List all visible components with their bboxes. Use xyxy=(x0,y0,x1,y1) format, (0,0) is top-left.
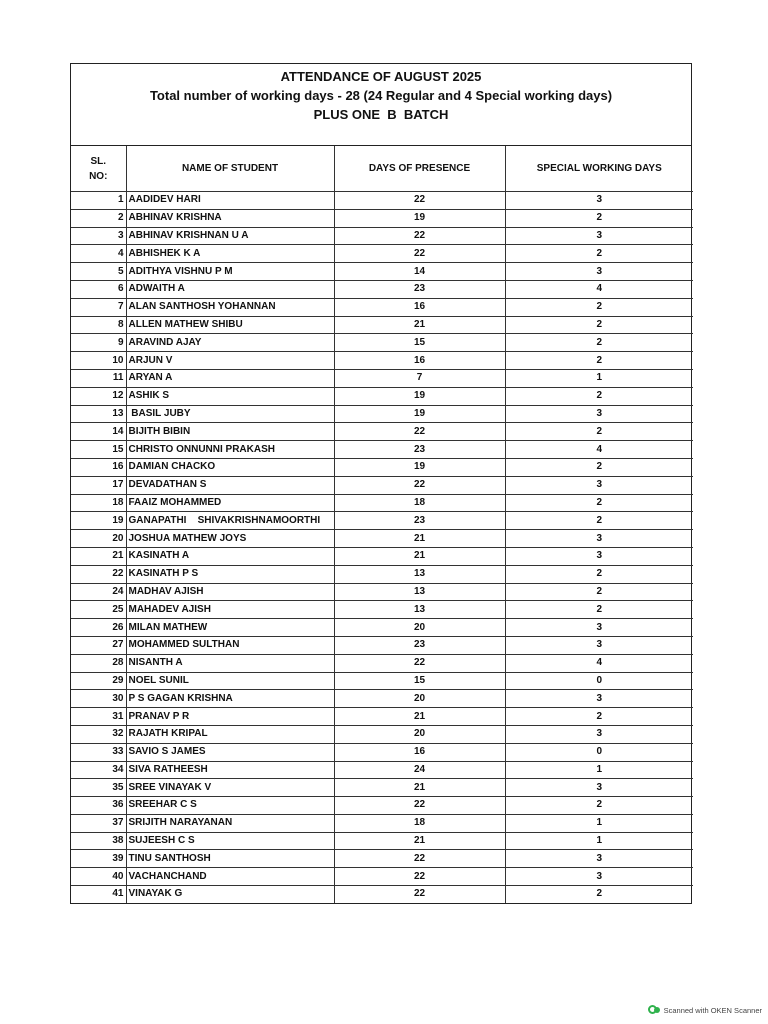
row-days-presence: 13 xyxy=(334,601,505,619)
row-sl-no: 41 xyxy=(71,886,126,903)
row-student-name: ALLEN MATHEW SHIBU xyxy=(126,316,334,334)
row-sl-no: 11 xyxy=(71,369,126,387)
row-student-name: ADWAITH A xyxy=(126,280,334,298)
row-student-name: AADIDEV HARI xyxy=(126,192,334,210)
row-student-name: JOSHUA MATHEW JOYS xyxy=(126,530,334,548)
row-special-days: 2 xyxy=(505,298,693,316)
row-sl-no: 15 xyxy=(71,441,126,459)
row-special-days: 2 xyxy=(505,886,693,903)
sheet-subtitle: Total number of working days - 28 (24 Regular and 4 Special working days) xyxy=(149,88,613,103)
row-days-presence: 20 xyxy=(334,690,505,708)
attendance-table xyxy=(71,146,693,903)
row-sl-no: 36 xyxy=(71,797,126,815)
table-row xyxy=(71,832,693,850)
row-special-days: 3 xyxy=(505,476,693,494)
row-special-days: 0 xyxy=(505,743,693,761)
table-row xyxy=(71,547,693,565)
row-student-name: SRIJITH NARAYANAN xyxy=(126,814,334,832)
row-days-presence: 22 xyxy=(334,868,505,886)
table-row xyxy=(71,850,693,868)
row-special-days: 2 xyxy=(505,601,693,619)
table-row xyxy=(71,263,693,281)
row-student-name: GANAPATHI SHIVAKRISHNAMOORTHI xyxy=(126,512,334,530)
row-special-days: 2 xyxy=(505,387,693,405)
row-sl-no: 40 xyxy=(71,868,126,886)
batch-label: PLUS ONE B BATCH xyxy=(313,107,449,122)
row-sl-no: 29 xyxy=(71,672,126,690)
row-sl-no: 7 xyxy=(71,298,126,316)
row-days-presence: 16 xyxy=(334,352,505,370)
row-sl-no: 33 xyxy=(71,743,126,761)
row-student-name: NOEL SUNIL xyxy=(126,672,334,690)
row-special-days: 3 xyxy=(505,850,693,868)
row-days-presence: 19 xyxy=(334,458,505,476)
row-special-days: 2 xyxy=(505,245,693,263)
table-row xyxy=(71,512,693,530)
row-sl-no: 2 xyxy=(71,209,126,227)
row-days-presence: 22 xyxy=(334,192,505,210)
row-special-days: 4 xyxy=(505,441,693,459)
row-sl-no: 27 xyxy=(71,636,126,654)
row-days-presence: 21 xyxy=(334,779,505,797)
table-row xyxy=(71,387,693,405)
row-days-presence: 21 xyxy=(334,708,505,726)
row-days-presence: 18 xyxy=(334,494,505,512)
row-special-days: 2 xyxy=(505,494,693,512)
table-row xyxy=(71,636,693,654)
row-student-name: ARYAN A xyxy=(126,369,334,387)
table-header-row xyxy=(71,146,693,192)
table-row xyxy=(71,530,693,548)
table-row xyxy=(71,334,693,352)
row-special-days: 4 xyxy=(505,654,693,672)
row-sl-no: 10 xyxy=(71,352,126,370)
row-student-name: KASINATH P S xyxy=(126,565,334,583)
row-student-name: ARJUN V xyxy=(126,352,334,370)
row-sl-no: 17 xyxy=(71,476,126,494)
row-student-name: ABHINAV KRISHNA xyxy=(126,209,334,227)
row-sl-no: 34 xyxy=(71,761,126,779)
row-special-days: 3 xyxy=(505,547,693,565)
table-body xyxy=(71,192,693,903)
row-days-presence: 16 xyxy=(334,298,505,316)
column-header-name: NAME OF STUDENT xyxy=(126,146,334,192)
table-row xyxy=(71,814,693,832)
row-days-presence: 14 xyxy=(334,263,505,281)
table-row xyxy=(71,494,693,512)
oken-scanner-logo-icon xyxy=(648,1004,660,1016)
row-student-name: ABHISHEK K A xyxy=(126,245,334,263)
row-sl-no: 22 xyxy=(71,565,126,583)
row-student-name: TINU SANTHOSH xyxy=(126,850,334,868)
row-days-presence: 19 xyxy=(334,387,505,405)
row-student-name: BASIL JUBY xyxy=(126,405,334,423)
table-row xyxy=(71,423,693,441)
row-days-presence: 23 xyxy=(334,636,505,654)
row-sl-no: 16 xyxy=(71,458,126,476)
table-row xyxy=(71,779,693,797)
row-special-days: 0 xyxy=(505,672,693,690)
row-days-presence: 19 xyxy=(334,209,505,227)
row-student-name: SUJEESH C S xyxy=(126,832,334,850)
row-sl-no: 8 xyxy=(71,316,126,334)
row-student-name: VACHANCHAND xyxy=(126,868,334,886)
row-sl-no: 6 xyxy=(71,280,126,298)
row-student-name: SREE VINAYAK V xyxy=(126,779,334,797)
table-row xyxy=(71,797,693,815)
row-sl-no: 37 xyxy=(71,814,126,832)
sl-label-line2: NO: xyxy=(89,170,108,182)
row-sl-no: 19 xyxy=(71,512,126,530)
table-row xyxy=(71,886,693,903)
row-sl-no: 9 xyxy=(71,334,126,352)
row-special-days: 3 xyxy=(505,530,693,548)
table-row xyxy=(71,654,693,672)
row-special-days: 3 xyxy=(505,690,693,708)
row-special-days: 3 xyxy=(505,725,693,743)
table-row xyxy=(71,672,693,690)
row-special-days: 2 xyxy=(505,512,693,530)
row-student-name: CHRISTO ONNUNNI PRAKASH xyxy=(126,441,334,459)
row-student-name: MILAN MATHEW xyxy=(126,619,334,637)
row-special-days: 2 xyxy=(505,316,693,334)
row-days-presence: 20 xyxy=(334,619,505,637)
column-header-presence: DAYS OF PRESENCE xyxy=(334,146,505,192)
row-sl-no: 21 xyxy=(71,547,126,565)
row-sl-no: 5 xyxy=(71,263,126,281)
row-days-presence: 22 xyxy=(334,654,505,672)
table-row xyxy=(71,619,693,637)
row-student-name: KASINATH A xyxy=(126,547,334,565)
row-special-days: 3 xyxy=(505,636,693,654)
table-row xyxy=(71,280,693,298)
row-days-presence: 21 xyxy=(334,316,505,334)
row-sl-no: 20 xyxy=(71,530,126,548)
row-special-days: 2 xyxy=(505,458,693,476)
row-special-days: 2 xyxy=(505,708,693,726)
row-sl-no: 13 xyxy=(71,405,126,423)
table-row xyxy=(71,725,693,743)
table-row xyxy=(71,868,693,886)
row-special-days: 3 xyxy=(505,868,693,886)
row-student-name: P S GAGAN KRISHNA xyxy=(126,690,334,708)
row-days-presence: 21 xyxy=(334,832,505,850)
row-special-days: 3 xyxy=(505,263,693,281)
row-student-name: ADITHYA VISHNU P M xyxy=(126,263,334,281)
row-days-presence: 22 xyxy=(334,850,505,868)
table-row xyxy=(71,708,693,726)
row-special-days: 3 xyxy=(505,227,693,245)
row-special-days: 2 xyxy=(505,583,693,601)
row-student-name: ABHINAV KRISHNAN U A xyxy=(126,227,334,245)
row-days-presence: 15 xyxy=(334,672,505,690)
row-student-name: BIJITH BIBIN xyxy=(126,423,334,441)
table-row xyxy=(71,761,693,779)
table-row xyxy=(71,583,693,601)
sl-label-line1: SL. xyxy=(90,155,107,167)
row-days-presence: 23 xyxy=(334,441,505,459)
attendance-sheet xyxy=(70,63,692,904)
row-sl-no: 32 xyxy=(71,725,126,743)
row-special-days: 3 xyxy=(505,779,693,797)
table-row xyxy=(71,743,693,761)
table-row xyxy=(71,476,693,494)
row-special-days: 1 xyxy=(505,832,693,850)
row-sl-no: 39 xyxy=(71,850,126,868)
row-days-presence: 22 xyxy=(334,476,505,494)
row-days-presence: 15 xyxy=(334,334,505,352)
row-days-presence: 23 xyxy=(334,512,505,530)
column-header-sl-no xyxy=(71,146,126,192)
table-row xyxy=(71,209,693,227)
row-special-days: 2 xyxy=(505,797,693,815)
row-days-presence: 21 xyxy=(334,530,505,548)
row-sl-no: 4 xyxy=(71,245,126,263)
row-sl-no: 18 xyxy=(71,494,126,512)
row-days-presence: 20 xyxy=(334,725,505,743)
table-row xyxy=(71,316,693,334)
row-student-name: MAHADEV AJISH xyxy=(126,601,334,619)
table-row xyxy=(71,405,693,423)
row-days-presence: 22 xyxy=(334,797,505,815)
row-special-days: 2 xyxy=(505,423,693,441)
table-row xyxy=(71,245,693,263)
row-special-days: 1 xyxy=(505,761,693,779)
row-special-days: 2 xyxy=(505,565,693,583)
row-student-name: DEVADATHAN S xyxy=(126,476,334,494)
row-sl-no: 30 xyxy=(71,690,126,708)
table-row xyxy=(71,458,693,476)
row-days-presence: 22 xyxy=(334,886,505,903)
row-student-name: ALAN SANTHOSH YOHANNAN xyxy=(126,298,334,316)
row-special-days: 2 xyxy=(505,334,693,352)
row-special-days: 2 xyxy=(505,209,693,227)
row-special-days: 1 xyxy=(505,369,693,387)
row-days-presence: 13 xyxy=(334,565,505,583)
row-sl-no: 38 xyxy=(71,832,126,850)
row-sl-no: 35 xyxy=(71,779,126,797)
table-row xyxy=(71,441,693,459)
table-row xyxy=(71,690,693,708)
row-student-name: SIVA RATHEESH xyxy=(126,761,334,779)
row-special-days: 1 xyxy=(505,814,693,832)
row-student-name: MADHAV AJISH xyxy=(126,583,334,601)
table-row xyxy=(71,352,693,370)
table-row xyxy=(71,565,693,583)
row-special-days: 4 xyxy=(505,280,693,298)
row-student-name: VINAYAK G xyxy=(126,886,334,903)
row-sl-no: 25 xyxy=(71,601,126,619)
table-row xyxy=(71,298,693,316)
sheet-title: ATTENDANCE OF AUGUST 2025 xyxy=(280,69,482,84)
row-student-name: FAAIZ MOHAMMED xyxy=(126,494,334,512)
row-student-name: ARAVIND AJAY xyxy=(126,334,334,352)
row-student-name: NISANTH A xyxy=(126,654,334,672)
row-special-days: 2 xyxy=(505,352,693,370)
table-row xyxy=(71,227,693,245)
row-days-presence: 19 xyxy=(334,405,505,423)
table-row xyxy=(71,369,693,387)
table-row xyxy=(71,601,693,619)
row-days-presence: 16 xyxy=(334,743,505,761)
row-student-name: SREEHAR C S xyxy=(126,797,334,815)
row-sl-no: 26 xyxy=(71,619,126,637)
row-days-presence: 22 xyxy=(334,245,505,263)
row-sl-no: 28 xyxy=(71,654,126,672)
row-sl-no: 1 xyxy=(71,192,126,210)
table-row xyxy=(71,192,693,210)
row-days-presence: 13 xyxy=(334,583,505,601)
row-days-presence: 24 xyxy=(334,761,505,779)
row-sl-no: 31 xyxy=(71,708,126,726)
row-sl-no: 3 xyxy=(71,227,126,245)
row-special-days: 3 xyxy=(505,405,693,423)
row-student-name: SAVIO S JAMES xyxy=(126,743,334,761)
sheet-header xyxy=(71,64,691,146)
row-special-days: 3 xyxy=(505,619,693,637)
row-sl-no: 14 xyxy=(71,423,126,441)
row-student-name: ASHIK S xyxy=(126,387,334,405)
scanner-text: Scanned with OKEN Scanner xyxy=(663,1005,762,1015)
column-header-special: SPECIAL WORKING DAYS xyxy=(505,146,693,192)
row-student-name: MOHAMMED SULTHAN xyxy=(126,636,334,654)
row-student-name: PRANAV P R xyxy=(126,708,334,726)
row-days-presence: 7 xyxy=(334,369,505,387)
row-sl-no: 24 xyxy=(71,583,126,601)
row-student-name: RAJATH KRIPAL xyxy=(126,725,334,743)
row-days-presence: 21 xyxy=(334,547,505,565)
row-special-days: 3 xyxy=(505,192,693,210)
row-sl-no: 12 xyxy=(71,387,126,405)
row-days-presence: 18 xyxy=(334,814,505,832)
row-days-presence: 22 xyxy=(334,227,505,245)
row-student-name: DAMIAN CHACKO xyxy=(126,458,334,476)
row-days-presence: 22 xyxy=(334,423,505,441)
scanner-watermark xyxy=(648,1004,762,1016)
row-days-presence: 23 xyxy=(334,280,505,298)
